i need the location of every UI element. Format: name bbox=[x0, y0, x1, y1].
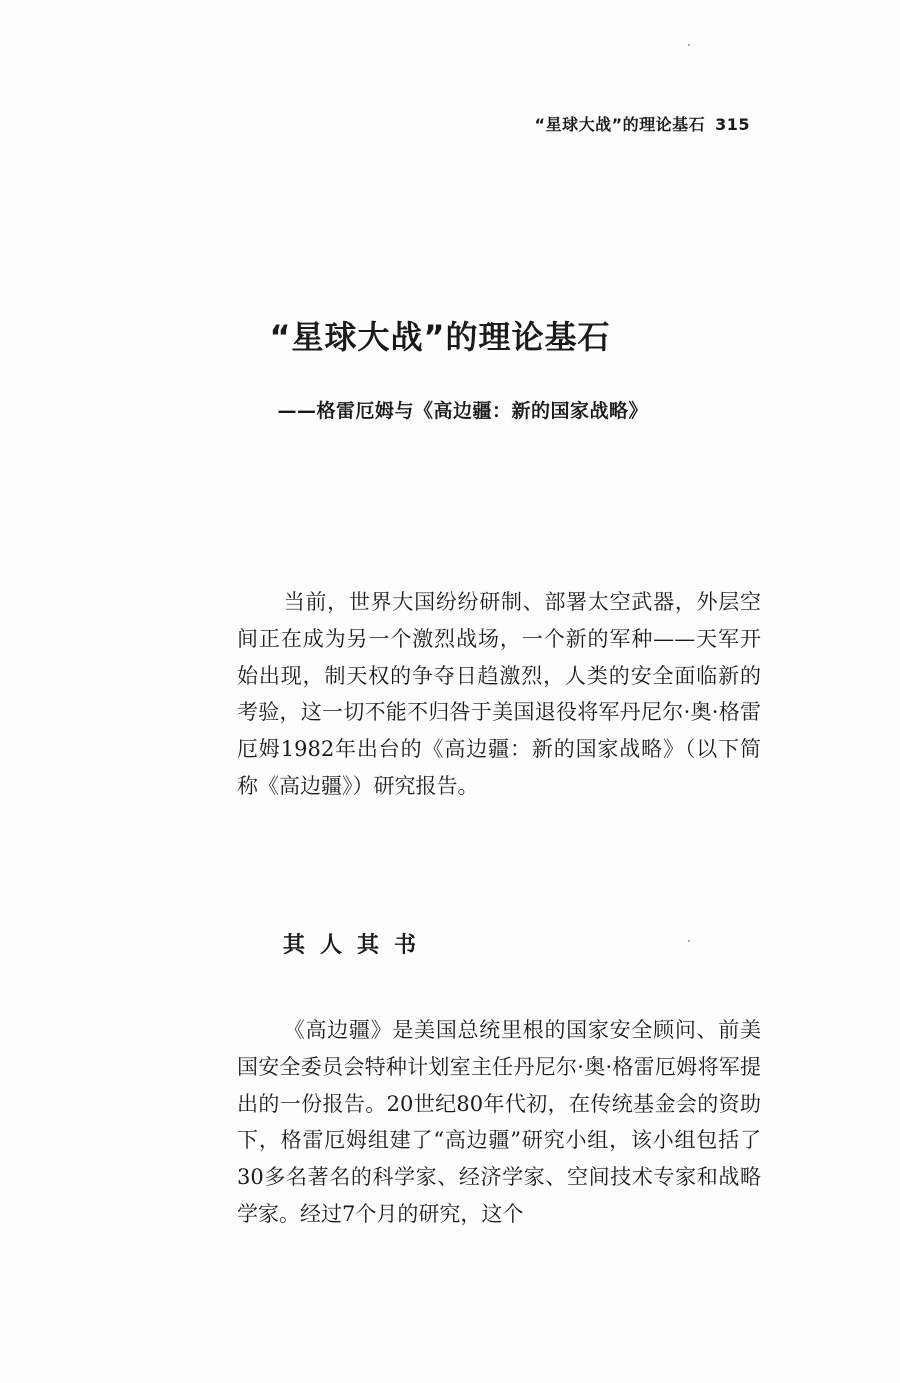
section-heading: 其人其书 bbox=[283, 933, 432, 958]
running-head bbox=[535, 112, 750, 135]
chapter-subtitle: ——格雷厄姆与《高边疆：新的国家战略》 bbox=[277, 400, 648, 422]
intro-paragraph bbox=[237, 584, 761, 805]
chapter-title bbox=[0, 312, 900, 358]
intro-paragraph-text: 当前，世界大国纷纷研制、部署太空武器，外层空间正在成为另一个激烈战场，一个新的军种——天军开始出现，制天权的争夺日趋激烈，人类的安全面临新的考验，这一切不能不归咎于美国退役将军丹尼尔·奥·格雷厄姆1982年出台的《高边疆：新的国家战略》（以下简称《高边疆》）研究报告。 bbox=[237, 590, 761, 798]
section-paragraph bbox=[237, 1012, 761, 1233]
paper-speck bbox=[688, 44, 690, 46]
page-number: 315 bbox=[715, 115, 750, 134]
section-paragraph-text: 《高边疆》是美国总统里根的国家安全顾问、前美国安全委员会特种计划室主任丹尼尔·奥·格雷厄姆将军提出的一份报告。20世纪80年代初，在传统基金会的资助下，格雷厄姆组建了“高边疆”研究小组，该小组包括了30多名著名的科学家、经济学家、空间技术专家和战略学家。经过7个月的研究，这个 bbox=[237, 1018, 761, 1226]
running-head-title: “星球大战”的理论基石 bbox=[534, 115, 706, 134]
paper-speck bbox=[688, 940, 690, 942]
chapter-title-text: “星球大战”的理论基石 bbox=[269, 318, 611, 356]
